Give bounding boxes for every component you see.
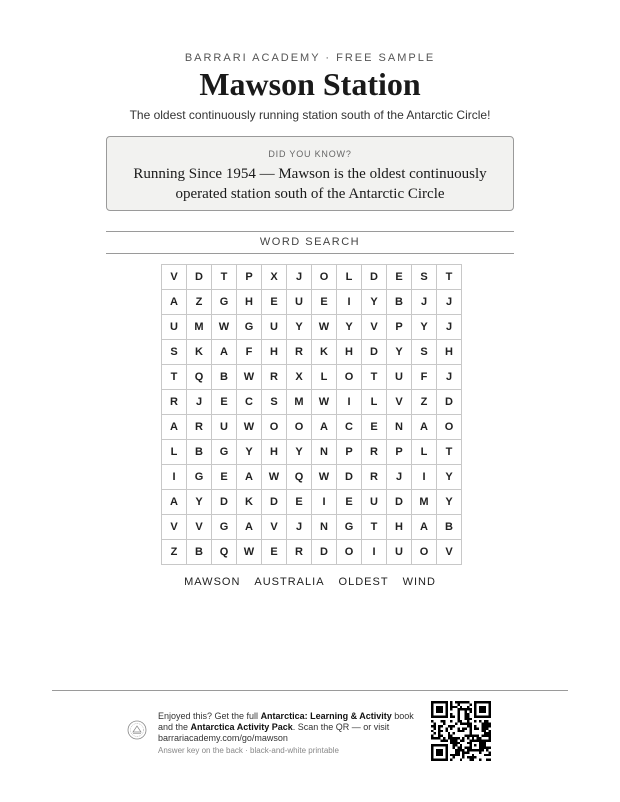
grid-cell: U <box>262 315 287 340</box>
grid-cell: R <box>262 365 287 390</box>
footer-rule <box>52 690 568 691</box>
grid-cell: S <box>412 265 437 290</box>
grid-cell: A <box>212 340 237 365</box>
grid-cell: G <box>237 315 262 340</box>
grid-cell: M <box>412 490 437 515</box>
grid-cell: W <box>312 465 337 490</box>
grid-cell: N <box>312 515 337 540</box>
grid-cell: P <box>237 265 262 290</box>
grid-cell: U <box>362 490 387 515</box>
grid-cell: U <box>212 415 237 440</box>
grid-cell: H <box>387 515 412 540</box>
grid-cell: B <box>437 515 462 540</box>
grid-cell: I <box>337 390 362 415</box>
grid-cell: E <box>312 290 337 315</box>
grid-cell: T <box>362 515 387 540</box>
grid-cell: T <box>362 365 387 390</box>
grid-cell: V <box>162 515 187 540</box>
grid-cell: X <box>262 265 287 290</box>
grid-cell: G <box>212 440 237 465</box>
grid-cell: B <box>187 440 212 465</box>
grid-cell: I <box>362 540 387 565</box>
grid-cell: P <box>337 440 362 465</box>
grid-cell: Z <box>162 540 187 565</box>
grid-cell: D <box>337 465 362 490</box>
grid-cell: A <box>162 290 187 315</box>
grid-cell: O <box>412 540 437 565</box>
grid-cell: W <box>237 540 262 565</box>
grid-cell: Z <box>187 290 212 315</box>
grid-cell: B <box>387 290 412 315</box>
book-title: Antarctica: Learning & Activity <box>260 711 392 721</box>
grid-cell: V <box>387 390 412 415</box>
grid-cell: E <box>337 490 362 515</box>
grid-cell: R <box>187 415 212 440</box>
grid-cell: D <box>387 490 412 515</box>
grid-cell: L <box>412 440 437 465</box>
grid-cell: Y <box>362 290 387 315</box>
grid-cell: Q <box>187 365 212 390</box>
footer-line-post: . Scan the QR — or visit barrariacademy.com/go/mawson <box>158 722 390 743</box>
grid-cell: Y <box>437 465 462 490</box>
grid-cell: E <box>212 465 237 490</box>
grid-cell: I <box>312 490 337 515</box>
grid-cell: W <box>212 315 237 340</box>
grid-cell: V <box>362 315 387 340</box>
grid-cell: N <box>387 415 412 440</box>
grid-cell: J <box>437 365 462 390</box>
grid-cell: O <box>337 540 362 565</box>
pack-title: Antarctica Activity Pack <box>190 722 293 732</box>
footer-line-pre: Enjoyed this? Get the full <box>158 711 261 721</box>
grid-cell: J <box>437 315 462 340</box>
word-search-grid <box>161 264 462 565</box>
grid-cell: W <box>237 415 262 440</box>
grid-cell: W <box>262 465 287 490</box>
grid-cell: V <box>162 265 187 290</box>
grid-cell: M <box>187 315 212 340</box>
kicker: BARRARI ACADEMY · FREE SAMPLE <box>184 52 436 64</box>
grid-cell: P <box>387 315 412 340</box>
grid-cell: H <box>437 340 462 365</box>
grid-cell: D <box>437 390 462 415</box>
grid-cell: Q <box>212 540 237 565</box>
grid-cell: W <box>312 390 337 415</box>
grid-cell: A <box>412 515 437 540</box>
grid-cell: E <box>212 390 237 415</box>
fact-box <box>106 136 514 211</box>
grid-cell: L <box>312 365 337 390</box>
grid-cell: D <box>187 265 212 290</box>
grid-cell: T <box>437 440 462 465</box>
word-list <box>0 576 620 588</box>
grid-cell: R <box>162 390 187 415</box>
grid-cell: Y <box>287 440 312 465</box>
grid-cell: N <box>312 440 337 465</box>
grid-cell: U <box>287 290 312 315</box>
grid-cell: J <box>387 465 412 490</box>
grid-cell: I <box>162 465 187 490</box>
grid-cell: C <box>237 390 262 415</box>
grid-cell: A <box>312 415 337 440</box>
grid-cell: A <box>237 465 262 490</box>
section-rule-top <box>106 231 514 232</box>
grid-cell: J <box>412 290 437 315</box>
grid-cell: C <box>337 415 362 440</box>
section-rule-bottom <box>106 253 514 254</box>
grid-cell: G <box>187 465 212 490</box>
grid-cell: W <box>312 315 337 340</box>
grid-cell: E <box>262 290 287 315</box>
grid-cell: G <box>212 515 237 540</box>
grid-cell: B <box>212 365 237 390</box>
grid-cell: O <box>262 415 287 440</box>
grid-cell: E <box>387 265 412 290</box>
grid-cell: I <box>337 290 362 315</box>
grid-cell: L <box>337 265 362 290</box>
grid-cell: J <box>287 515 312 540</box>
grid-cell: G <box>337 515 362 540</box>
grid-cell: D <box>362 265 387 290</box>
grid-cell: S <box>412 340 437 365</box>
grid-cell: V <box>437 540 462 565</box>
grid-cell: E <box>362 415 387 440</box>
grid-cell: Y <box>437 490 462 515</box>
grid-cell: R <box>362 440 387 465</box>
grid-cell: R <box>287 540 312 565</box>
grid-cell: J <box>437 290 462 315</box>
grid-cell: O <box>287 415 312 440</box>
grid-cell: P <box>387 440 412 465</box>
grid-cell: A <box>162 415 187 440</box>
grid-cell: D <box>312 540 337 565</box>
grid-cell: Y <box>187 490 212 515</box>
word-list-item: AUSTRALIA <box>254 576 325 588</box>
grid-cell: Y <box>387 340 412 365</box>
page-subtitle: The oldest continuously running station south of the Antarctic Circle! <box>129 108 491 122</box>
page-title: Mawson Station <box>199 66 421 102</box>
grid-cell: D <box>362 340 387 365</box>
grid-cell: H <box>262 340 287 365</box>
grid-cell: S <box>162 340 187 365</box>
grid-cell: V <box>262 515 287 540</box>
grid-cell: G <box>212 290 237 315</box>
grid-cell: T <box>212 265 237 290</box>
grid-cell: Y <box>287 315 312 340</box>
grid-cell: U <box>162 315 187 340</box>
grid-cell: Y <box>237 440 262 465</box>
grid-cell: E <box>287 490 312 515</box>
grid-cell: K <box>237 490 262 515</box>
grid-cell: T <box>437 265 462 290</box>
word-list-item: OLDEST <box>338 576 389 588</box>
grid-cell: U <box>387 365 412 390</box>
section-label: WORD SEARCH <box>259 236 361 248</box>
grid-cell: W <box>237 365 262 390</box>
grid-cell: A <box>162 490 187 515</box>
grid-cell: O <box>437 415 462 440</box>
grid-cell: V <box>187 515 212 540</box>
grid-cell: B <box>187 540 212 565</box>
grid-cell: E <box>262 540 287 565</box>
grid-cell: D <box>262 490 287 515</box>
grid-cell: D <box>212 490 237 515</box>
footer-text <box>158 711 423 756</box>
academy-seal-icon <box>127 720 147 740</box>
fact-label: DID YOU KNOW? <box>268 149 352 159</box>
grid-cell: A <box>412 415 437 440</box>
grid-cell: F <box>412 365 437 390</box>
grid-cell: X <box>287 365 312 390</box>
word-list-item: WIND <box>402 576 436 588</box>
grid-cell: R <box>362 465 387 490</box>
qr-code-icon[interactable] <box>431 701 491 761</box>
grid-cell: Y <box>337 315 362 340</box>
grid-cell: J <box>287 265 312 290</box>
grid-cell: Y <box>412 315 437 340</box>
grid-cell: L <box>162 440 187 465</box>
grid-cell: K <box>187 340 212 365</box>
grid-cell: S <box>262 390 287 415</box>
grid-cell: J <box>187 390 212 415</box>
grid-cell: F <box>237 340 262 365</box>
grid-cell: I <box>412 465 437 490</box>
grid-cell: Z <box>412 390 437 415</box>
grid-cell: U <box>387 540 412 565</box>
grid-cell: R <box>287 340 312 365</box>
word-list-item: MAWSON <box>184 576 241 588</box>
grid-cell: H <box>262 440 287 465</box>
footer-line-mid: book and the <box>158 711 414 732</box>
footer-note: Answer key on the back · black-and-white printable <box>158 746 339 755</box>
grid-cell: O <box>337 365 362 390</box>
fact-text: Running Since 1954 — Mawson is the oldest continuously operated station south of the Antarctic Circle <box>133 166 487 202</box>
grid-cell: M <box>287 390 312 415</box>
grid-cell: H <box>237 290 262 315</box>
grid-cell: Q <box>287 465 312 490</box>
grid-cell: L <box>362 390 387 415</box>
grid-cell: O <box>312 265 337 290</box>
grid-cell: K <box>312 340 337 365</box>
grid-cell: T <box>162 365 187 390</box>
grid-cell: A <box>237 515 262 540</box>
grid-cell: H <box>337 340 362 365</box>
